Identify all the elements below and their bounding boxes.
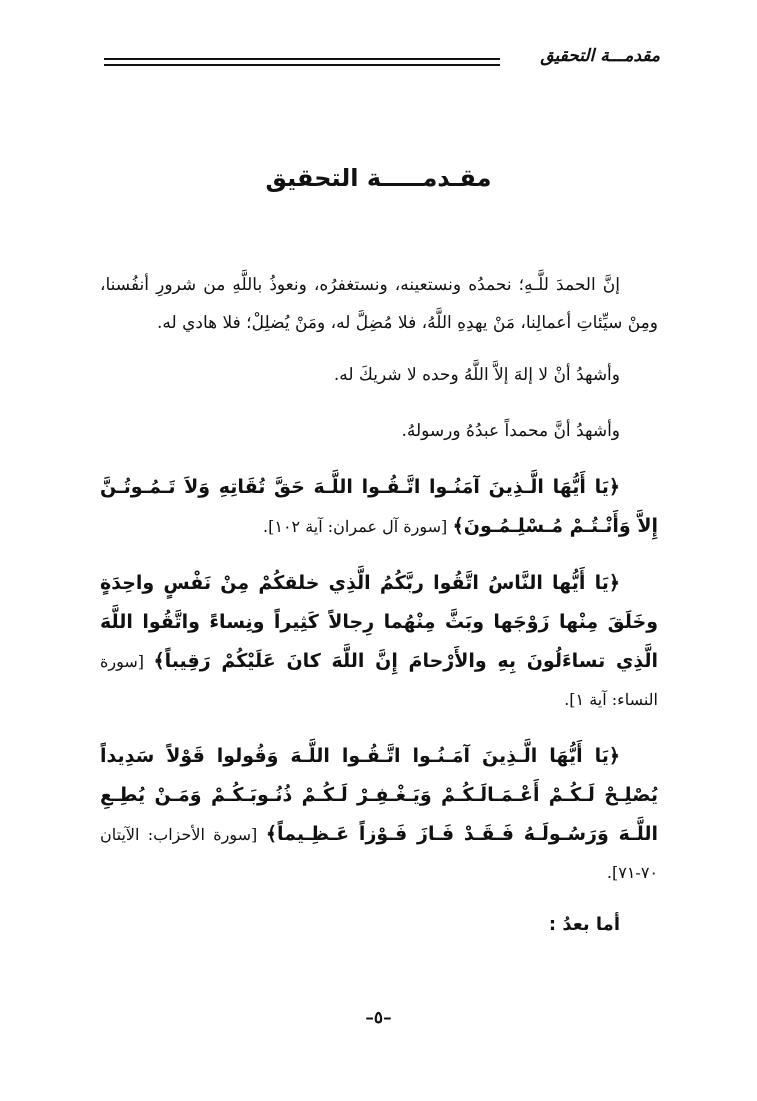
verse-source-3: [سورة الأحزاب: الآيتان ٧٠-٧١]. [100,825,658,882]
verse-source-1: [سورة آل عمران: آية ١٠٢]. [263,517,448,536]
verse-source-2: [سورة النساء: آية ١]. [100,652,658,709]
page-number: –٥– [365,1008,392,1028]
shahada-paragraph-1: وأشهدُ أنْ لا إلهَ إلاَّ اللَّهُ وحده لا شريكَ له. [333,365,620,385]
shahada-paragraph-2: وأشهدُ أنَّ محمداً عبدُهُ ورسولهُ. [401,421,620,441]
verse-paragraph-3 [100,737,658,892]
chapter-title: مقـدمـــــة التحقيق [265,164,492,192]
running-header [104,44,660,80]
running-title: مقدمـــة التحقيق [540,46,660,66]
verse-text-2: ﴿يَا أَيُّها النَّاسُ اتَّقُوا ربَّكُمُ الَّذِي خلقكُمْ مِنْ نَفْسٍ واحِدَةٍ وخَلَقَ مِنْها زَوْجَها وبَثَّ مِنْهُما رِجالاً كَثِيراً ونِساءً واتَّقُوا اللَّهَ الَّذِي تساءَلُونَ بِهِ والأَرْحامَ إِنَّ اللَّهَ كانَ عَلَيْكُمْ رَقِيباً﴾ [100,572,658,672]
header-rule [104,58,500,66]
body-text [100,266,658,944]
verse-paragraph-2 [100,564,658,719]
verse-paragraph-1 [100,468,658,546]
closing-phrase: أما بعدُ : [548,914,620,935]
verse-text-1: ﴿يَا أَيُّهَا الَّـذِينَ آمَنُـوا اتَّـقُـوا اللَّـهَ حَقَّ تُقَاتِهِ وَلاَ تَـمُـوتُـنَّ إِلاَّ وَأَنْـتُـمْ مُـسْلِـمُـونَ﴾ [100,476,658,537]
opening-paragraph: إنَّ الحمدَ للَّـهِ؛ نحمدُه ونستعينه، ونستغفرُه، ونعوذُ باللَّهِ من شرورِ أنفُسنا، ومِنْ سيِّئاتِ أعمالِنا، مَنْ يهدِهِ اللَّهُ، فلا مُضِلَّ له، ومَنْ يُضلِلْ؛ فلا هادي له. [100,275,658,333]
verse-text-3: ﴿يَا أَيُّهَا الَّـذِينَ آمَـنُـوا اتَّـقُـوا اللَّـهَ وَقُولوا قَوْلاً سَدِيداً يُصْلِـحْ لَـكُـمْ أَعْـمَـالَـكُـمْ وَيَـغْـفِـرْ لَـكُـمْ ذُنُـوبَـكُـمْ وَمَـنْ يُطِـعِ اللَّـهَ وَرَسُـولَـهُ فَـقَـدْ فَـازَ فَـوْزاً عَـظِـيماً﴾ [100,745,658,845]
